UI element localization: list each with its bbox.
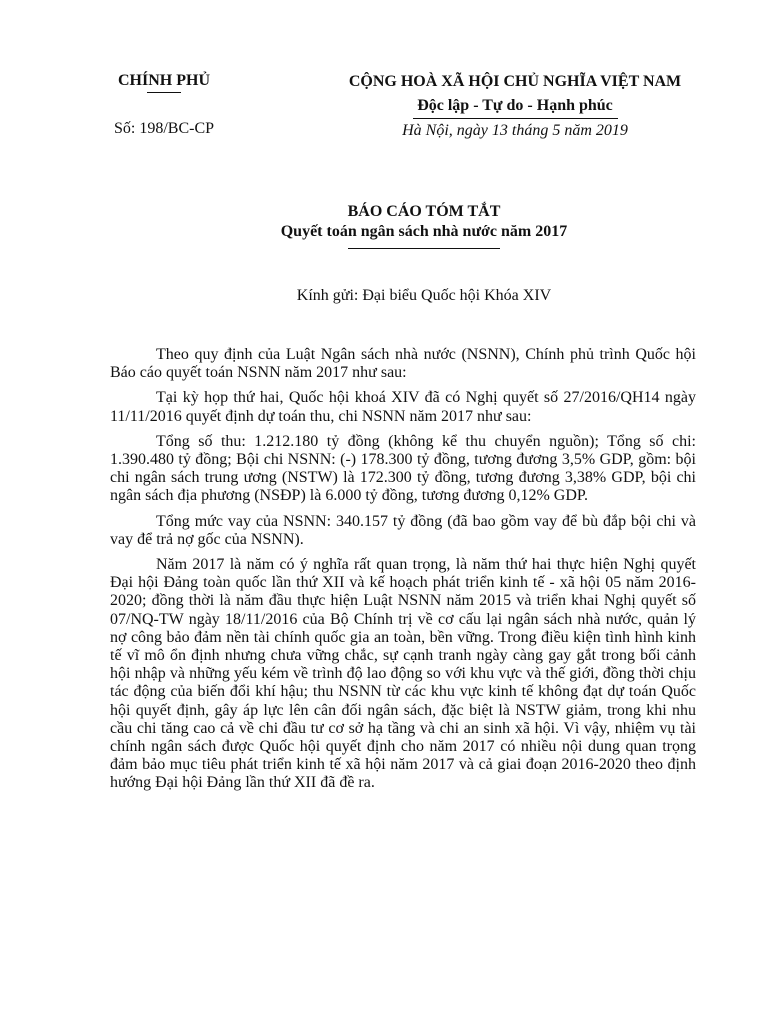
issuing-agency-block — [94, 70, 234, 140]
agency-underline — [147, 92, 181, 93]
national-title: CỘNG HOÀ XÃ HỘI CHỦ NGHĨA VIỆT NAM — [348, 73, 682, 90]
body-paragraph: Tổng số thu: 1.212.180 tỷ đồng (không kể thu chuyển nguồn); Tổng số chi: 1.390.480 tỷ đồng; Bội chi NSNN: (-) 178.300 tỷ đồng, tương đương 3,5% GDP, gồm: bội chi ngân sách trung ương (NSTW) là 172.300 tỷ đồng, tương đương 3,38% GDP, bội chi ngân sách địa phương (NSĐP) là 6.000 tỷ đồng, tương đương 0,12% GDP. — [110, 432, 696, 505]
report-body — [110, 346, 696, 800]
document-number: Số: 198/BC-CP — [113, 120, 215, 137]
national-motto: Độc lập - Tự do - Hạnh phúc — [417, 97, 613, 114]
report-title-block — [150, 202, 698, 249]
body-paragraph: Năm 2017 là năm có ý nghĩa rất quan trọng, là năm thứ hai thực hiện Nghị quyết Đại hội Đảng toàn quốc lần thứ XII và kế hoạch phát triển kinh tế - xã hội 05 năm 2016-2020; đồng thời là năm đầu thực hiện Luật NSNN năm 2015 và triển khai Nghị quyết số 07/NQ-TW ngày 18/11/2016 của Bộ Chính trị về cơ cấu lại ngân sách nhà nước, quản lý nợ công bảo đảm nền tài chính quốc gia an toàn, bền vững. Trong điều kiện tình hình kinh tế vĩ mô ổn định nhưng chưa vững chắc, sự cạnh tranh ngày càng gay gắt trong bối cảnh hội nhập và những yếu kém về trình độ lao động so với khu vực và thế giới, đồng thời chịu tác động của biến đổi khí hậu; thu NSNN từ các khu vực kinh tế không đạt dự toán Quốc hội quyết định, gây áp lực lên cân đối ngân sách, đặc biệt là NSTW giảm, trong khi nhu cầu chi tăng cao cả về chi đầu tư cơ sở hạ tầng và chi an sinh xã hội. Vì vậy, nhiệm vụ tài chính ngân sách được Quốc hội quyết định cho năm 2017 có nhiều nội dung quan trọng đảm bảo mục tiêu phát triển kinh tế xã hội năm 2017 và cả giai đoạn 2016-2020 theo định hướng Đại hội Đảng lần thứ XII đã đề ra. — [110, 556, 696, 792]
body-paragraph: Theo quy định của Luật Ngân sách nhà nước (NSNN), Chính phủ trình Quốc hội Báo cáo quyết toán NSNN năm 2017 như sau: — [110, 346, 696, 382]
addressee-line: Kính gửi: Đại biểu Quốc hội Khóa XIV — [296, 287, 552, 304]
report-subtitle: Quyết toán ngân sách nhà nước năm 2017 — [280, 223, 568, 240]
place-and-date: Hà Nội, ngày 13 tháng 5 năm 2019 — [402, 122, 628, 139]
issuing-agency: CHÍNH PHỦ — [118, 72, 210, 89]
body-paragraph: Tại kỳ họp thứ hai, Quốc hội khoá XIV đã có Nghị quyết số 27/2016/QH14 ngày 11/11/2016 quyết định dự toán thu, chi NSNN năm 2017 như sau: — [110, 389, 696, 425]
title-underline — [348, 248, 500, 249]
report-title: BÁO CÁO TÓM TẮT — [347, 203, 501, 220]
national-header-block — [330, 70, 700, 143]
body-paragraph: Tổng mức vay của NSNN: 340.157 tỷ đồng (đã bao gồm vay để bù đắp bội chi và vay để trả nợ gốc của NSNN). — [110, 512, 696, 548]
